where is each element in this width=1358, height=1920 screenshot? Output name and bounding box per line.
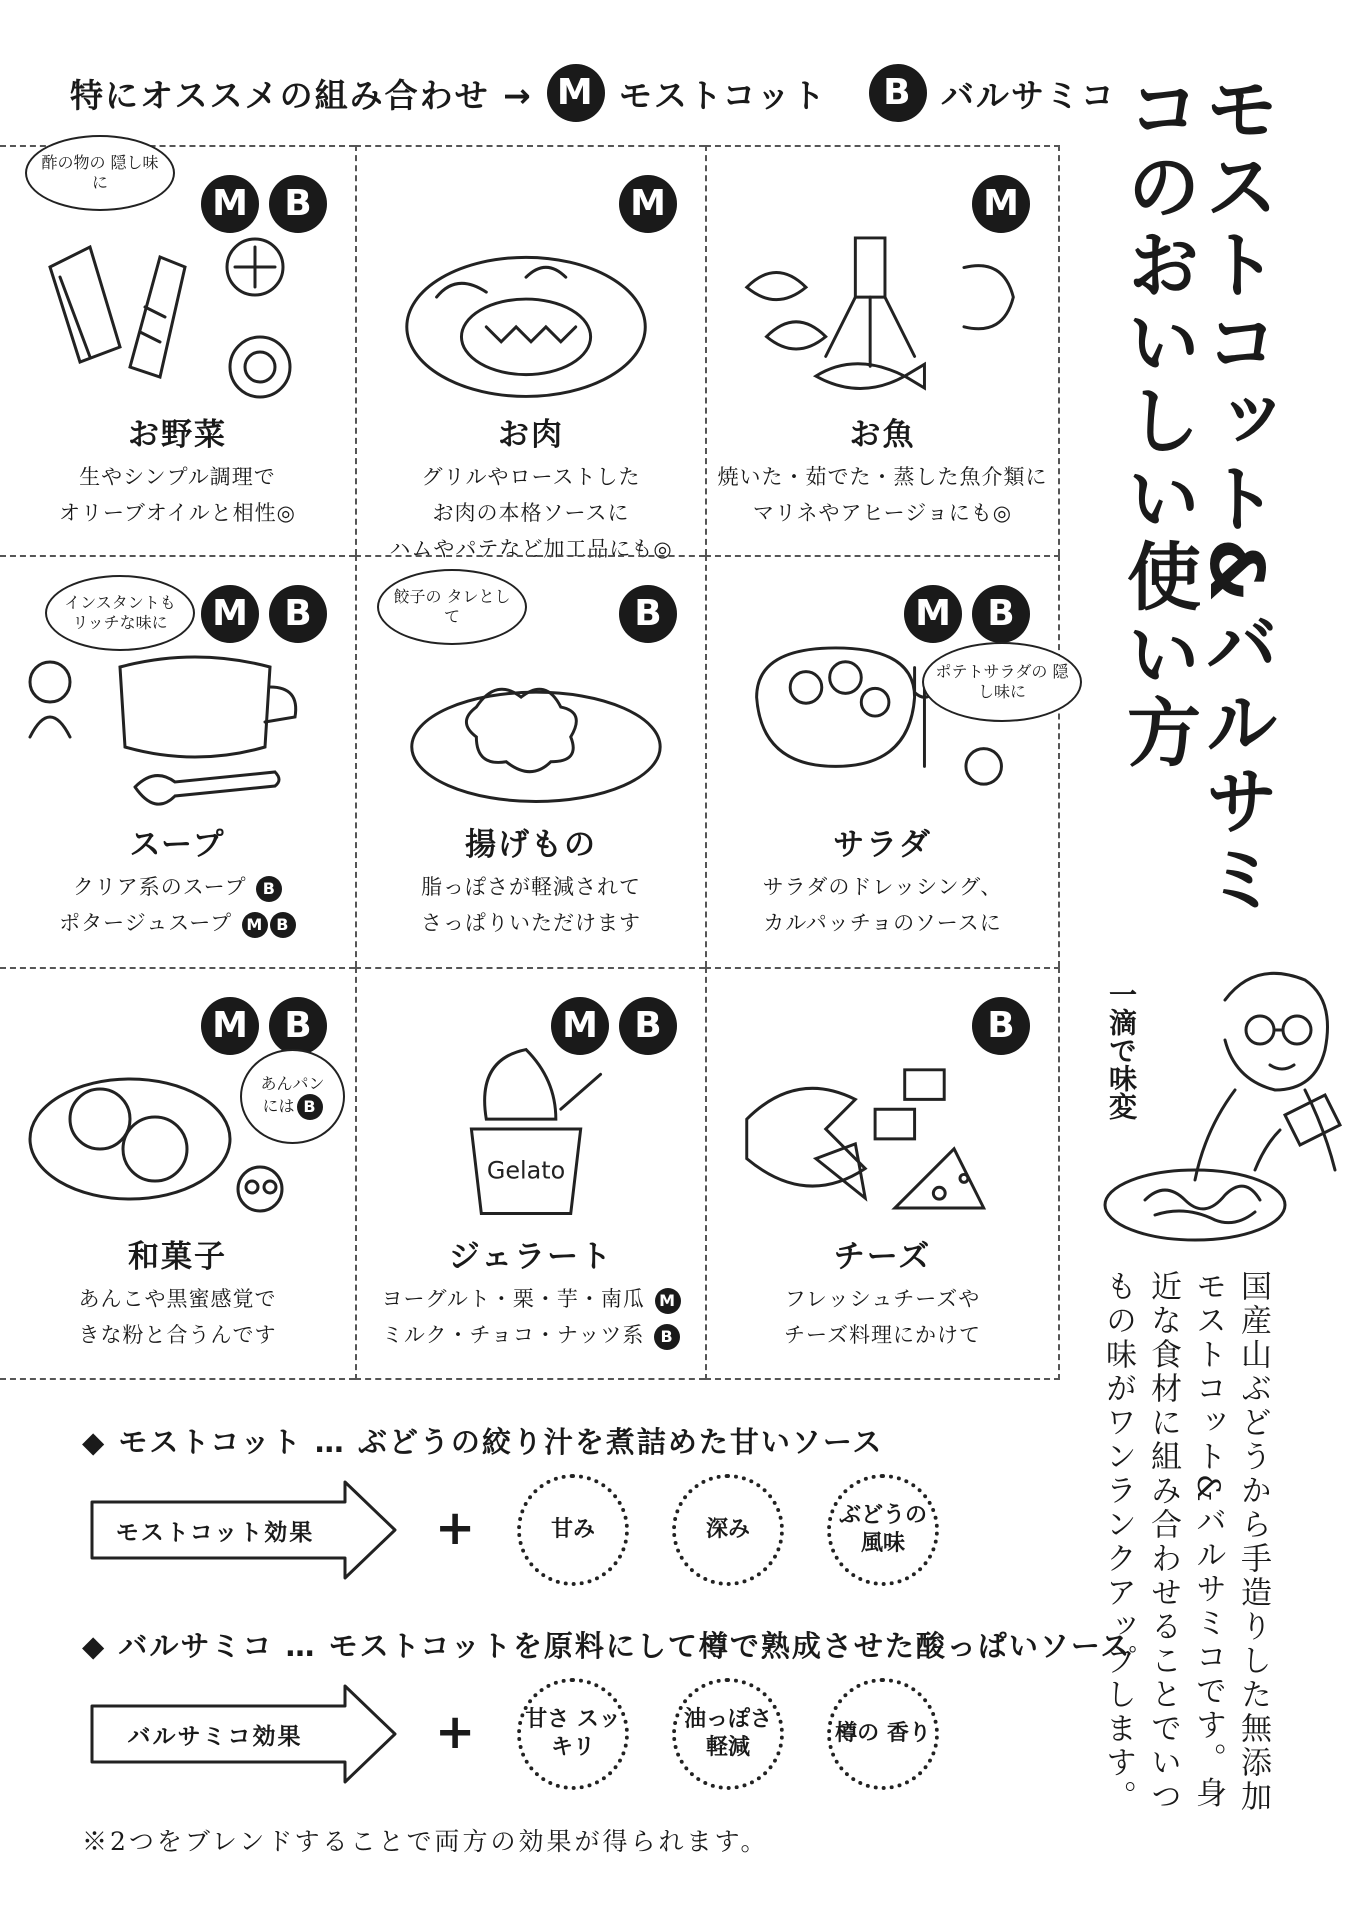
b-badge: B: [619, 997, 677, 1055]
cell-cheese: [705, 967, 1060, 1380]
cell-wagashi: [0, 967, 355, 1380]
mostcotto-effect-arrow: [90, 1480, 400, 1580]
soup-illustration: [20, 627, 335, 812]
desc-line: チーズ料理にかけて: [784, 1323, 981, 1347]
b-badge: B: [270, 912, 296, 938]
cell-description: [0, 459, 355, 531]
mostcotto-effect-label: モストコット効果: [115, 1519, 315, 1546]
desc-line: 生やシンプル調理で: [79, 465, 276, 489]
gelato-cup-label: Gelato: [486, 1156, 566, 1185]
desc-line: サラダのドレッシング、: [762, 875, 1003, 899]
description: 国産山ぶどうから手造りした無添加モストコット&バルサミコです。身近な食材に組み合わせることでいつもの味がワンランクアップします。: [1100, 1270, 1271, 1814]
m-badge: M: [201, 997, 259, 1055]
speech-bubble: インスタントも リッチな味に: [45, 575, 195, 651]
b-badge: B: [269, 585, 327, 643]
m-badge: M: [547, 64, 605, 122]
cell-fish: [705, 145, 1060, 555]
desc-line: オリーブオイルと相性◎: [58, 501, 296, 525]
speech-bubble: [240, 1049, 345, 1144]
speech-bubble: 酢の物の 隠し味に: [25, 135, 175, 211]
cell-name: サラダ: [833, 827, 932, 863]
speech-bubble: 餃子の タレとして: [377, 569, 527, 645]
b-name: バルサミコ: [940, 75, 1116, 115]
cell-name: お肉: [498, 417, 564, 453]
cell-meat: [355, 145, 705, 561]
cheese-illustration: [727, 1039, 1038, 1224]
cell-name: ジェラート: [448, 1239, 614, 1275]
side-illustration-text: 一滴で味変: [1105, 980, 1138, 1120]
b-badge: B: [869, 64, 927, 122]
desc-line: ミルク・チョコ・ナッツ系: [381, 1323, 645, 1347]
m-badge: M: [619, 175, 677, 233]
cell-description: [357, 459, 705, 567]
desc-line: お肉の本格ソースに: [432, 501, 630, 525]
cell-name: お野菜: [128, 417, 227, 453]
b-badge: B: [972, 997, 1030, 1055]
plus-sign: +: [435, 1704, 476, 1760]
usage-grid: [0, 145, 1069, 1380]
m-name: モストコット: [618, 75, 827, 115]
m-badge: M: [551, 997, 609, 1055]
balsamico-effect-label: バルサミコ効果: [127, 1723, 303, 1750]
desc-line: マリネやアヒージョにも◎: [752, 501, 1013, 525]
desc-line: カルパッチョのソースに: [763, 911, 1002, 935]
header-label: 特にオススメの組み合わせ →: [70, 75, 533, 115]
cell-name: チーズ: [833, 1239, 932, 1275]
cell-salad: [705, 555, 1069, 967]
desc-line: 脂っぽさが軽減されて: [421, 875, 641, 899]
trait-circle: 樽の 香り: [827, 1678, 939, 1790]
cell-vegetables: [0, 145, 355, 555]
desc-line: グリルやローストした: [421, 465, 641, 489]
desc-line: ポタージュスープ: [59, 911, 233, 935]
desc-line: フレッシュチーズや: [784, 1287, 981, 1311]
fish-illustration: [727, 217, 1038, 402]
trait-circle: 油っぽさ 軽減: [672, 1678, 784, 1790]
cell-description: [0, 1281, 355, 1353]
cell-description: [707, 1281, 1058, 1353]
cell-description: [357, 1281, 705, 1353]
desc-line: きな粉と合うんです: [78, 1323, 277, 1347]
bubble-text: あんパン には: [260, 1073, 325, 1115]
cell-name: 揚げもの: [465, 827, 597, 863]
fried-illustration: [377, 627, 685, 812]
desc-line: さっぱりいただけます: [421, 911, 641, 935]
desc-line: クリア系のスープ: [72, 875, 247, 899]
header-legend: [70, 58, 1116, 128]
desc-line: あんこや黒蜜感覚で: [78, 1287, 277, 1311]
balsamico-title: ◆ バルサミコ … モストコットを原料にして樽で熟成させた酸っぱいソース: [82, 1629, 1132, 1663]
page-title: モストコット&バルサミコのおいしい使い方: [1115, 70, 1279, 919]
cell-name: スープ: [129, 827, 226, 863]
trait-circle: 深み: [672, 1474, 784, 1586]
b-badge: B: [256, 876, 282, 902]
cell-name: 和菓子: [128, 1239, 227, 1275]
trait-circle: ぶどうの 風味: [827, 1474, 939, 1586]
cell-gelato: [355, 967, 705, 1380]
b-badge: B: [297, 1094, 323, 1120]
m-badge: M: [242, 912, 268, 938]
m-badge: M: [904, 585, 962, 643]
meat-illustration: [377, 217, 685, 402]
b-badge: B: [269, 997, 327, 1055]
balsamico-effect-arrow: [90, 1684, 400, 1784]
cell-description: [707, 459, 1058, 531]
m-badge: M: [201, 585, 259, 643]
gelato-illustration: [377, 1039, 685, 1224]
plus-sign: +: [435, 1500, 476, 1556]
m-badge: M: [201, 175, 259, 233]
desc-line: ハムやパテなど加工品にも◎: [389, 537, 673, 561]
cell-description: [357, 869, 705, 941]
speech-bubble: ポテトサラダの 隠し味に: [922, 642, 1082, 722]
cell-fried: [355, 555, 705, 967]
cell-soup: [0, 555, 355, 967]
footnote: ※2つをブレンドすることで両方の効果が得られます。: [82, 1827, 769, 1856]
m-badge: M: [972, 175, 1030, 233]
desc-line: 焼いた・茹でた・蒸した魚介類に: [717, 465, 1048, 489]
cell-description: [0, 869, 355, 941]
b-badge: B: [972, 585, 1030, 643]
mostcotto-title: ◆ モストコット … ぶどうの絞り汁を煮詰めた甘いソース: [82, 1425, 884, 1459]
desc-line: ヨーグルト・栗・芋・南瓜: [381, 1287, 645, 1311]
cell-name: お魚: [849, 417, 916, 453]
cell-description: [707, 869, 1058, 941]
vegetables-illustration: [20, 217, 335, 402]
trait-circle: 甘さ スッキリ: [517, 1678, 629, 1790]
trait-circle: 甘み: [517, 1474, 629, 1586]
side-illustration: [1075, 940, 1355, 1260]
b-badge: B: [269, 175, 327, 233]
b-badge: B: [619, 585, 677, 643]
m-badge: M: [655, 1288, 681, 1314]
b-badge: B: [654, 1324, 680, 1350]
